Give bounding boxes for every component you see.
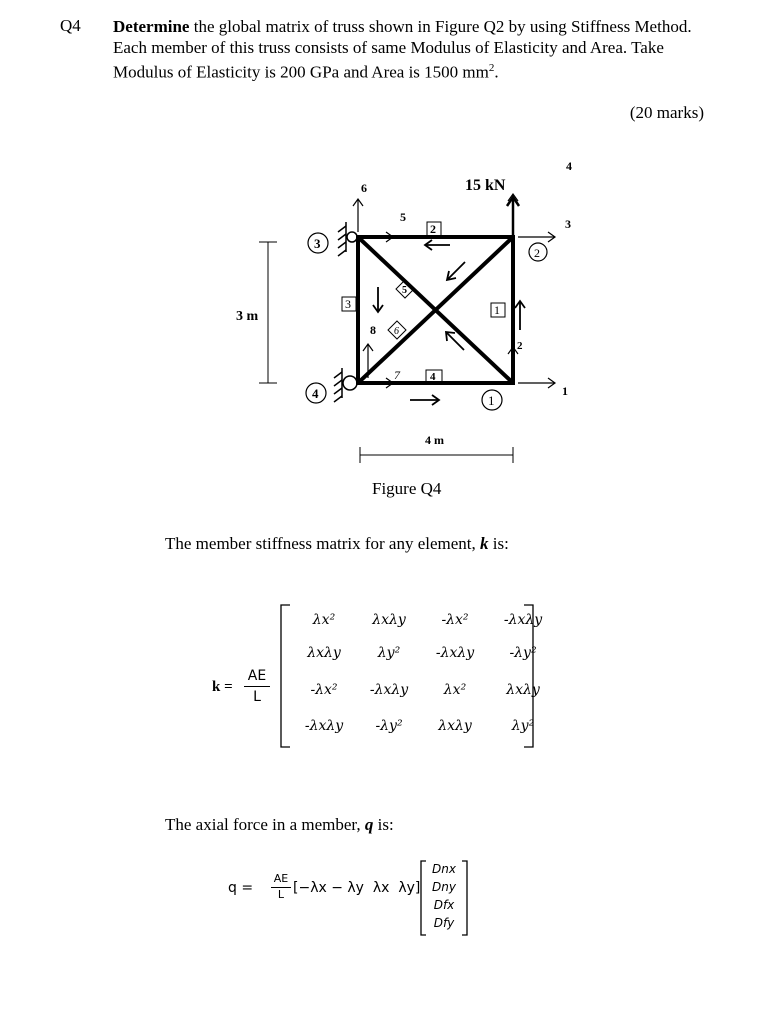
matrix-cell: -λxλy	[435, 645, 475, 661]
dof-label-4: 4	[566, 159, 572, 173]
dof-label-2: 2	[517, 340, 523, 352]
stiffness-frac-num: AE	[247, 668, 267, 684]
question-number: Q4	[60, 16, 81, 35]
question-line3: Modulus of Elasticity is 200 GPa and Area is 1500 mm	[113, 62, 489, 82]
axial-lhs: q =	[228, 880, 254, 896]
dof-label-8: 8	[370, 323, 376, 337]
dof-label-3: 3	[565, 217, 571, 231]
matrix-cell: -λx²	[441, 612, 469, 628]
member-label-2: 2	[430, 222, 436, 236]
axial-row-vector: [−λx − λy λx λy]	[293, 880, 421, 896]
truss-figure	[0, 150, 780, 480]
matrix-cell: -λx²	[310, 682, 338, 698]
node-label-4: 4	[312, 386, 319, 401]
question-line1: the global matrix of truss shown in Figure Q2 by using Stiffness Method.	[189, 17, 692, 36]
dimension-height	[259, 242, 277, 383]
dof-label-5: 5	[400, 210, 406, 224]
column-vector-entry: Dnx	[432, 862, 456, 876]
axial-caption	[165, 815, 394, 835]
matrix-cell: λxλy	[372, 612, 406, 628]
stiffness-frac-bar	[244, 686, 270, 687]
node-label-3: 3	[314, 236, 321, 251]
load-arrow	[507, 197, 519, 237]
member-label-4: 4	[430, 371, 436, 383]
axial-frac-num: AE	[273, 872, 289, 885]
axial-caption-post: is:	[373, 815, 394, 834]
matrix-cell: -λxλy	[503, 612, 543, 628]
axial-caption-var: q	[364, 815, 374, 834]
load-label: 15 kN	[465, 177, 506, 194]
stiffness-caption-post: is:	[488, 534, 509, 553]
stiffness-caption	[165, 534, 509, 554]
matrix-cell: -λxλy	[304, 718, 344, 734]
question-bold-lead: Determine	[113, 17, 190, 36]
stiffness-caption-pre: The member stiffness matrix for any element,	[165, 534, 481, 553]
matrix-cell: λy²	[511, 718, 535, 734]
dimension-width	[360, 447, 513, 463]
dof-label-7: 7	[394, 368, 400, 382]
question-line2: Each member of this truss consists of same Modulus of Elasticity and Area. Take	[113, 38, 664, 57]
matrix-cell: λx²	[443, 682, 467, 698]
pin-support-top	[338, 222, 357, 256]
matrix-cell: λxλy	[506, 682, 540, 698]
width-dim-label: 4 m	[425, 433, 444, 447]
dof-label-1: 1	[562, 384, 568, 398]
marks-label: (20 marks)	[629, 103, 704, 122]
column-vector-entry: Dny	[432, 880, 456, 894]
node-label-1: 1	[488, 393, 495, 408]
height-dim-label: 3 m	[236, 309, 259, 324]
axial-caption-pre: The axial force in a member,	[165, 815, 365, 834]
member-label-6: 6	[394, 326, 399, 337]
column-vector-entry: Dfy	[433, 916, 455, 930]
pin-support-bottom	[334, 368, 357, 402]
stiffness-caption-var: k	[480, 534, 489, 553]
stiffness-lhs: k =	[212, 679, 233, 695]
matrix-cell: λxλy	[438, 718, 472, 734]
node-label-2: 2	[534, 246, 540, 260]
dof-label-6: 6	[361, 181, 367, 195]
figure-caption: Figure Q4	[372, 479, 442, 498]
matrix-cell: λxλy	[307, 645, 341, 661]
question-line3-end: .	[494, 62, 499, 82]
matrix-cell: λx²	[312, 612, 336, 628]
stiffness-frac-den: L	[253, 689, 261, 705]
member-label-5: 5	[402, 285, 407, 296]
member-label-1: 1	[494, 303, 500, 317]
axial-frac-den: L	[277, 888, 285, 901]
matrix-cell: λy²	[377, 645, 401, 661]
matrix-cell: -λy²	[509, 645, 537, 661]
member-label-3: 3	[345, 297, 351, 311]
matrix-cell: -λy²	[375, 718, 403, 734]
column-vector-entry: Dfx	[433, 898, 455, 912]
matrix-cell: -λxλy	[369, 682, 409, 698]
column-vector	[424, 860, 464, 932]
question-text	[113, 16, 713, 83]
question-line3-sup: 2	[488, 62, 495, 74]
